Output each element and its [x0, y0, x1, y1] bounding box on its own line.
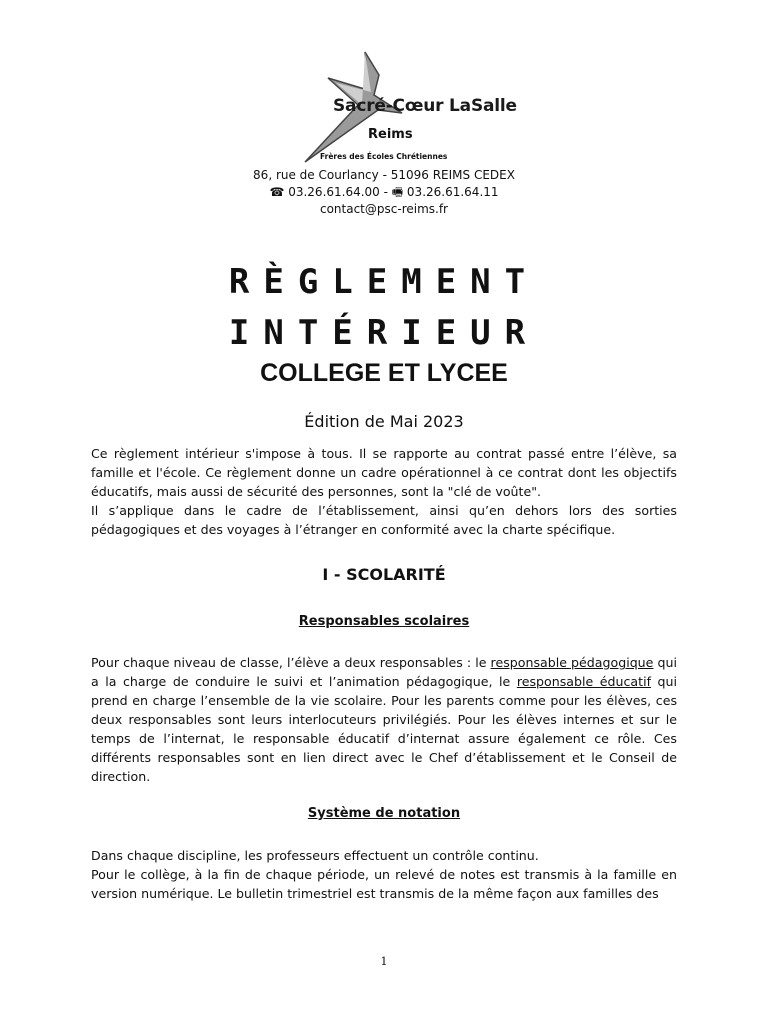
phone-fax: ☎ 03.26.61.64.00 - 🖷 03.26.61.64.11 [269, 185, 499, 199]
brand-order: Frères des Écoles Chrétiennes [320, 152, 448, 161]
notation-text-1: Dans chaque discipline, les professeurs effectuent un contrôle continu. [91, 848, 539, 863]
notation-paragraph [91, 846, 677, 903]
email: contact@psc-reims.fr [319, 202, 448, 216]
page-number: 1 [380, 955, 388, 968]
edition: Édition de Mai 2023 [304, 412, 464, 431]
subheading-notation: Système de notation [307, 806, 461, 821]
intro-text-1: Ce règlement intérieur s'impose à tous. Il se rapporte au contrat passé entre l’élève, sa famille et l'école. Ce règlement donne un cadre opérationnel à ce contrat dont les objectifs éducatifs, mais aussi de sécurité des personnes, sont la "clé de voûte". [91, 446, 677, 499]
text-segment: Pour chaque niveau de classe, l’élève a deux responsables : le [91, 655, 491, 670]
address: 86, rue de Courlancy - 51096 REIMS CEDEX [253, 168, 515, 182]
subtitle: COLLEGE ET LYCEE [260, 359, 508, 387]
title-line-2: INTÉRIEUR [228, 313, 540, 353]
brand-name: Sacré-Cœur LaSalle [333, 96, 517, 116]
title-line-1: RÈGLEMENT [228, 262, 540, 302]
brand-city: Reims [368, 127, 413, 142]
section-heading: I - SCOLARITÉ [322, 565, 446, 584]
responsable-educatif-term: responsable éducatif [516, 674, 651, 689]
intro-paragraph [91, 444, 677, 539]
notation-text-2: Pour le collège, à la fin de chaque période, un relevé de notes est transmis à la famille en version numérique. Le bulletin trimestriel est transmis de la même façon aux familles des [91, 867, 677, 901]
intro-text-2: Il s’applique dans le cadre de l’établissement, ainsi qu’en dehors lors des sorties pédagogiques et des voyages à l’étranger en conformité avec la charte spécifique. [91, 503, 677, 537]
text-segment: qui a la charge de conduire le suivi et l’animation pédagogique, le [91, 655, 677, 689]
subheading-responsables: Responsables scolaires [298, 614, 470, 629]
responsable-pedagogique-term: responsable pédagogique [490, 655, 654, 670]
text-segment: qui prend en charge l’ensemble de la vie scolaire. Pour les parents comme pour les élèves, ces deux responsables sont leurs interlocuteurs privilégiés. Pour les élèves internes et sur le temps de l’internat, le responsable éducatif d’internat assure également ce rôle. Ces différents responsables sont en lien direct avec le Chef d’établissement et le Conseil de direction. [91, 674, 677, 784]
responsables-paragraph [91, 653, 677, 786]
